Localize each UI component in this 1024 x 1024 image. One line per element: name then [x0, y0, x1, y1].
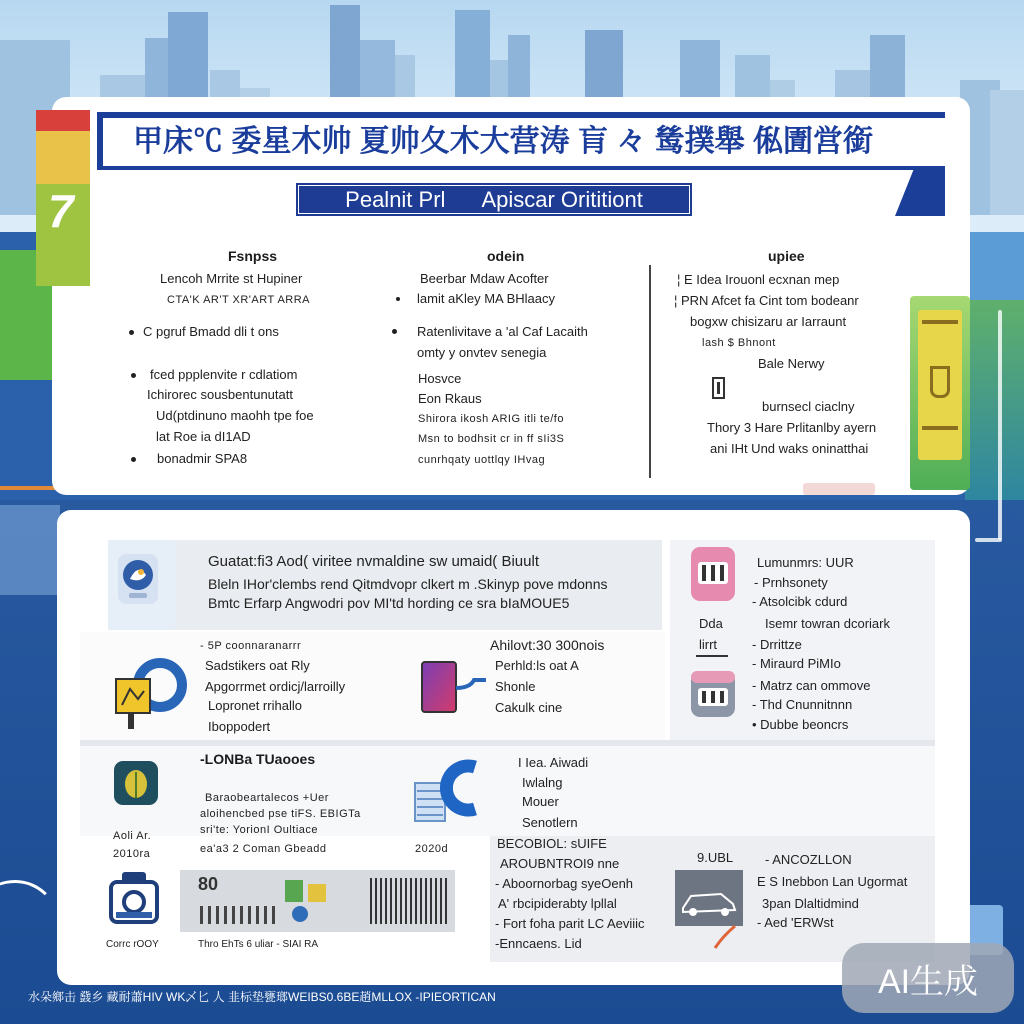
- col2-line: cunrhqaty uottlqy IHvag: [418, 454, 546, 466]
- row1-line: Bleln IHor'clembs rend Qitmdvopr clkert m .Skinyp pove mdonns: [208, 576, 608, 592]
- right-green-band: [965, 300, 1024, 500]
- col3-line: ¦ E Idea Irouonl ecxnan mep: [677, 272, 840, 287]
- row4-right-line: E S Inebbon Lan Ugormat: [757, 874, 908, 889]
- side-label-underline: [696, 655, 728, 657]
- side-label-a: Dda: [699, 616, 723, 631]
- purple-panel-icon: [420, 660, 490, 718]
- row3-mid-line: Senotlern: [522, 815, 578, 830]
- yellow-board-icon: [110, 655, 188, 735]
- barcode-stripes: [370, 878, 450, 924]
- row4-icon-caption: Corrc rOOY: [106, 939, 159, 950]
- row2-mid-line: Shonle: [495, 679, 536, 694]
- col2-line: Ratenlivitave a 'al Caf Lacaith: [417, 324, 588, 339]
- col1-line: CTA'K AR'T XR'ART ARRA: [167, 294, 311, 306]
- footer: [28, 989, 828, 1007]
- col1-line: C pgruf Bmadd dli t ons: [143, 324, 279, 339]
- row1-heading: Guatat:fi3 Aod( viritee nvmaldine sw umaid( Biuult: [208, 553, 539, 570]
- row4-right-line: - Aed 'ERWst: [757, 915, 834, 930]
- subtitle-left: Pealnit Prl: [345, 186, 446, 212]
- row4-right-line: - ANCOZLLON: [765, 852, 852, 867]
- row3-line: sri'te: YorionI Oultiace: [200, 824, 319, 836]
- row4-mid-line: - Fort foha parit LC Aeviiic: [495, 916, 645, 931]
- col3-line: Bale Nerwy: [758, 356, 825, 371]
- circuit-line: [975, 538, 1002, 542]
- side-title: Lumunmrs: UUR: [757, 555, 854, 570]
- small-box-icon: [712, 377, 725, 399]
- row4-mid-line: BECOBIOL: sUIFE: [497, 836, 607, 851]
- box-bar: [717, 382, 720, 394]
- col2-heading: odein: [487, 248, 525, 264]
- banner-inner: [103, 118, 945, 166]
- row4-mid-line: -Enncaens. Lid: [495, 936, 582, 951]
- col3-line: bogxw chisizaru ar Iarraunt: [690, 314, 847, 329]
- bullet: [129, 330, 134, 335]
- orange-line-left: [0, 486, 60, 490]
- row2-mid-line: Cakulk cine: [495, 700, 563, 715]
- image-circle: [292, 906, 308, 922]
- col2-line: Eon Rkaus: [418, 391, 482, 406]
- row3-line: Baraobeartalecos +Uer: [205, 792, 329, 804]
- side-item: • Dubbe beoncrs: [752, 717, 849, 732]
- subtitle-box: [298, 185, 690, 214]
- row2-mid-line: Perhld:ls oat A: [495, 658, 579, 673]
- camera-icon: [108, 868, 160, 930]
- side-item: - Prnhsonety: [754, 575, 828, 590]
- row2-mid-line: Ahilovt:30 300nois: [490, 637, 605, 653]
- col1-line: lat Roe ia dI1AD: [156, 429, 251, 444]
- blue-c-icon: [413, 753, 493, 833]
- row2-left-line: - 5P coonnaranarrr: [200, 640, 302, 652]
- col2-line: lamit aKley MA BHlaacy: [417, 291, 555, 306]
- row3-mid-line: Iwlalng: [522, 775, 563, 790]
- row3-mid-line: I Iea. Aiwadi: [518, 755, 589, 770]
- side-item: - Atsolcibk cdurd: [752, 594, 848, 609]
- image-number: 80: [198, 874, 219, 894]
- side-item: - Miraurd PiMIo: [752, 656, 841, 671]
- ai-badge-label: AI生成: [877, 962, 979, 1001]
- bird-circle-icon: [117, 553, 159, 605]
- col2-line: Shirora ikosh ARIG itli te/fo: [418, 413, 564, 425]
- side-item: - Thd Cnunnitnnn: [752, 697, 853, 712]
- subtitle-right: Apiscar Orititiont: [481, 186, 643, 212]
- col2-line: Hosvce: [418, 371, 462, 386]
- row3-line: ea'a3 2 Coman Gbeadd: [200, 843, 327, 855]
- circuit-line: [998, 310, 1002, 540]
- bullet: [396, 297, 400, 301]
- col3-line: ani IHt Und waks oninatthai: [710, 441, 869, 456]
- pink-tab: [803, 483, 875, 495]
- image-caption: Thro EhTs 6 uliar - SIAI RA: [198, 939, 319, 950]
- col2-line: Beerbar Mdaw Acofter: [420, 271, 549, 286]
- image-stripes: [200, 906, 280, 924]
- col3-line: ¦ PRN Afcet fa Cint tom bodeanr: [674, 293, 859, 308]
- col1-line: Ud(ptdinuno maohh tpe foe: [156, 408, 314, 423]
- col2-line: omty y onvtev senegia: [417, 345, 547, 360]
- col3-line: lash $ Bhnont: [702, 337, 776, 349]
- row3-heading: -LONBa TUaooes: [200, 751, 316, 767]
- graphic-cup: [930, 366, 950, 398]
- side-item: - Matrz can ommove: [752, 678, 871, 693]
- building: [990, 90, 1024, 215]
- leaf-icon: [113, 760, 159, 806]
- side-item: - Drrittze: [752, 637, 802, 652]
- row2-left-line: Lopronet rrihallo: [208, 698, 302, 713]
- barcode-image: [180, 870, 455, 932]
- image-block-green: [285, 880, 303, 902]
- car-image-icon: [675, 870, 745, 950]
- side-sub: Isemr towran dcoriark: [765, 616, 890, 631]
- row4-right-label: 9.UBL: [697, 850, 734, 865]
- bullet: [131, 373, 136, 378]
- col1-line: fced ppplenvite r cdlatiom: [150, 367, 298, 382]
- cup-graphic-icon: [910, 296, 970, 490]
- col1-heading: Fsnpss: [228, 248, 278, 264]
- row4-mid-line: A' rbcipiderabty lpllal: [498, 896, 617, 911]
- row2-left-line: Sadstikers oat Rly: [205, 658, 310, 673]
- col2-line: Msn to bodhsit cr in ff sIi3S: [418, 433, 565, 445]
- row3-icon-caption: Aoli Ar.: [113, 830, 152, 842]
- bullet: [131, 457, 136, 462]
- light-patch-left: [0, 505, 60, 595]
- row4-mid-line: AROUBNTROI9 nne: [500, 856, 620, 871]
- col1-line: Lencoh Mrrite st Hupiner: [160, 271, 303, 286]
- graphic-stripe: [922, 426, 958, 430]
- graphic-stripe: [922, 320, 958, 324]
- pink-device-icon: [690, 546, 736, 602]
- col3-line: burnsecl ciaclny: [762, 399, 855, 414]
- row3-mid-line: Mouer: [522, 794, 559, 809]
- row2-left-line: Apgorrmet ordicj/larroilly: [205, 679, 346, 694]
- banner-title: 甲床℃ 委星木帅 夏帅夂木大营涛 肓 々 鸶撲舉 俬圊営銜: [133, 125, 874, 158]
- col3-line: Thory 3 Hare Prlitanlby ayern: [707, 420, 877, 435]
- col1-line: Ichirorec sousbentunutatt: [147, 387, 293, 402]
- row4-right-line: 3pan Dlaltidmind: [762, 896, 859, 911]
- image-block-yellow: [308, 884, 326, 902]
- ai-badge: [842, 943, 1014, 1013]
- side-number: 7: [48, 185, 74, 237]
- column-divider: [649, 265, 651, 478]
- row3-icon-caption: 2010ra: [113, 848, 151, 860]
- col1-line: bonadmir SPA8: [157, 451, 248, 466]
- row4-mid-line: - Aboornorbag syeOenh: [495, 876, 634, 891]
- col3-heading: upiee: [768, 248, 805, 264]
- side-label-b: lirrt: [699, 637, 718, 652]
- row3-line: aloihencbed pse tiFS. EBIGTa: [200, 808, 361, 820]
- row1-line: Bmtc Erfarp Angwodri pov MI'td hording ce sra bIaMOUE5: [208, 595, 570, 611]
- white-arc: [0, 880, 60, 970]
- row2-left-line: Iboppodert: [208, 719, 271, 734]
- right-light-band: [965, 232, 1024, 300]
- gray-device-icon: [690, 670, 736, 718]
- row3-mid-caption: 2020d: [415, 843, 449, 855]
- footer-text: 水朵鄉击 鼗乡 藏耐蕭HIV WK乄匕 人 韭标垫甕瑯WEIBS0.6BE趙MLLOX -IPIEORTICAN: [28, 990, 496, 1004]
- bullet: [392, 329, 397, 334]
